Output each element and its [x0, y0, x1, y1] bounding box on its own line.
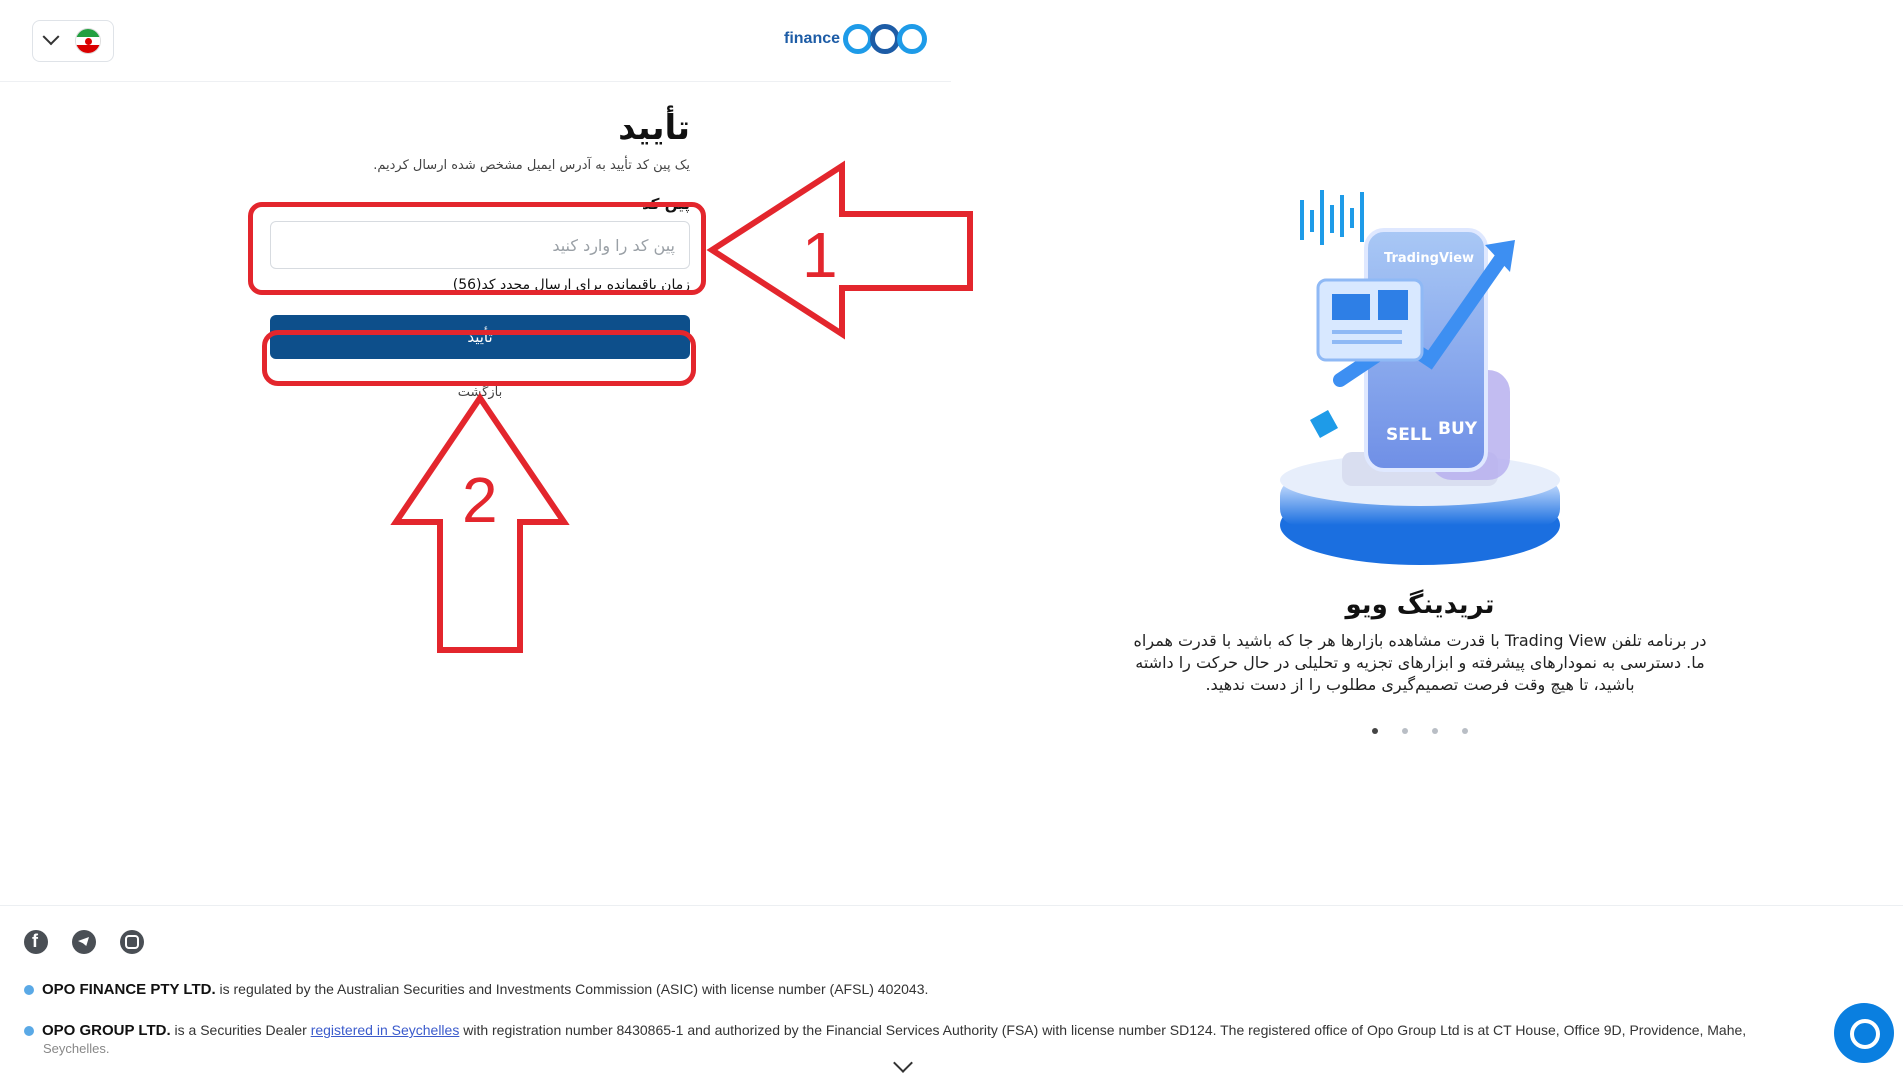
instagram-icon[interactable]	[120, 930, 144, 954]
annotation-number-1: 1	[802, 219, 838, 291]
feature-description: در برنامه تلفن Trading View با قدرت مشاهده بازارها هر جا که باشید با قدرت همراه ما. دسترسی به نمودارهای پیشرفته و ابزارهای تجزیه و تحلیلی در حال حرکت را داشته باشید، تا هیچ وقت فرصت تصمیم‌گیری مطلوب را از دست ندهید.	[1133, 631, 1707, 694]
logo[interactable]	[784, 24, 927, 54]
chevron-down-icon[interactable]	[893, 1053, 913, 1073]
legal2-continuation: Seychelles.	[43, 1041, 110, 1056]
carousel-dots	[1100, 728, 1740, 734]
legal1-company: OPO FINANCE PTY LTD.	[42, 981, 216, 998]
resend-timer: زمان باقیمانده برای ارسال مجدد کد(56)	[452, 277, 690, 293]
annotation-arrow-2	[390, 392, 570, 657]
back-link[interactable]: بازگشت	[457, 385, 503, 400]
legal-asic	[24, 981, 928, 998]
tradingview-illustration	[1100, 190, 1740, 580]
annotation-number-2: 2	[462, 464, 498, 536]
seychelles-link[interactable]: registered in Seychelles	[310, 1022, 460, 1038]
legal2-company: OPO GROUP LTD.	[42, 1022, 171, 1039]
social-links	[24, 930, 144, 954]
illus-sell: SELL	[1386, 425, 1432, 445]
logo-text: finance	[784, 30, 841, 47]
bullet-icon	[24, 985, 34, 995]
carousel-dot-1[interactable]	[1372, 728, 1378, 734]
illus-buy: BUY	[1438, 419, 1478, 439]
legal2-post: with registration number 8430865-1 and authorized by the Financial Services Authority (FSA) with license number SD124. The registered office of Opo Group Ltd is at CT House, Office 9D, Providence, Mahe,	[459, 1022, 1747, 1038]
legal1-text: is regulated by the Australian Securities and Investments Commission (ASIC) with license number (AFSL) 402043.	[215, 981, 929, 997]
feature-carousel	[1100, 190, 1740, 734]
telegram-icon[interactable]	[72, 930, 96, 954]
footer	[0, 905, 1903, 1080]
bullet-icon	[24, 1026, 34, 1036]
annotation-box-pin	[248, 202, 706, 295]
annotation-box-confirm	[262, 330, 696, 386]
page-title: تأیید	[618, 108, 690, 148]
carousel-dot-4[interactable]	[1462, 728, 1468, 734]
chat-support-button[interactable]	[1834, 1003, 1894, 1063]
legal2-pre: is a Securities Dealer	[170, 1022, 311, 1038]
header	[0, 0, 951, 82]
opo-logo-mark	[846, 24, 927, 54]
annotation-arrow-1	[706, 160, 981, 340]
confirm-button[interactable]: تأیید	[270, 315, 690, 359]
feature-title: تریدینگ ویو	[1345, 590, 1495, 620]
illus-brand: TradingView	[1384, 251, 1475, 266]
pin-label: پین کد	[642, 195, 690, 213]
page-subtitle: یک پین کد تأیید به آدرس ایمیل مشخص شده ارسال کردیم.	[373, 158, 690, 173]
chevron-down-icon	[43, 28, 60, 45]
legal-fsa	[24, 1022, 1746, 1039]
facebook-icon[interactable]	[24, 930, 48, 954]
carousel-dot-3[interactable]	[1432, 728, 1438, 734]
language-selector[interactable]	[32, 20, 114, 62]
iran-flag-icon	[75, 28, 101, 54]
carousel-dot-2[interactable]	[1402, 728, 1408, 734]
